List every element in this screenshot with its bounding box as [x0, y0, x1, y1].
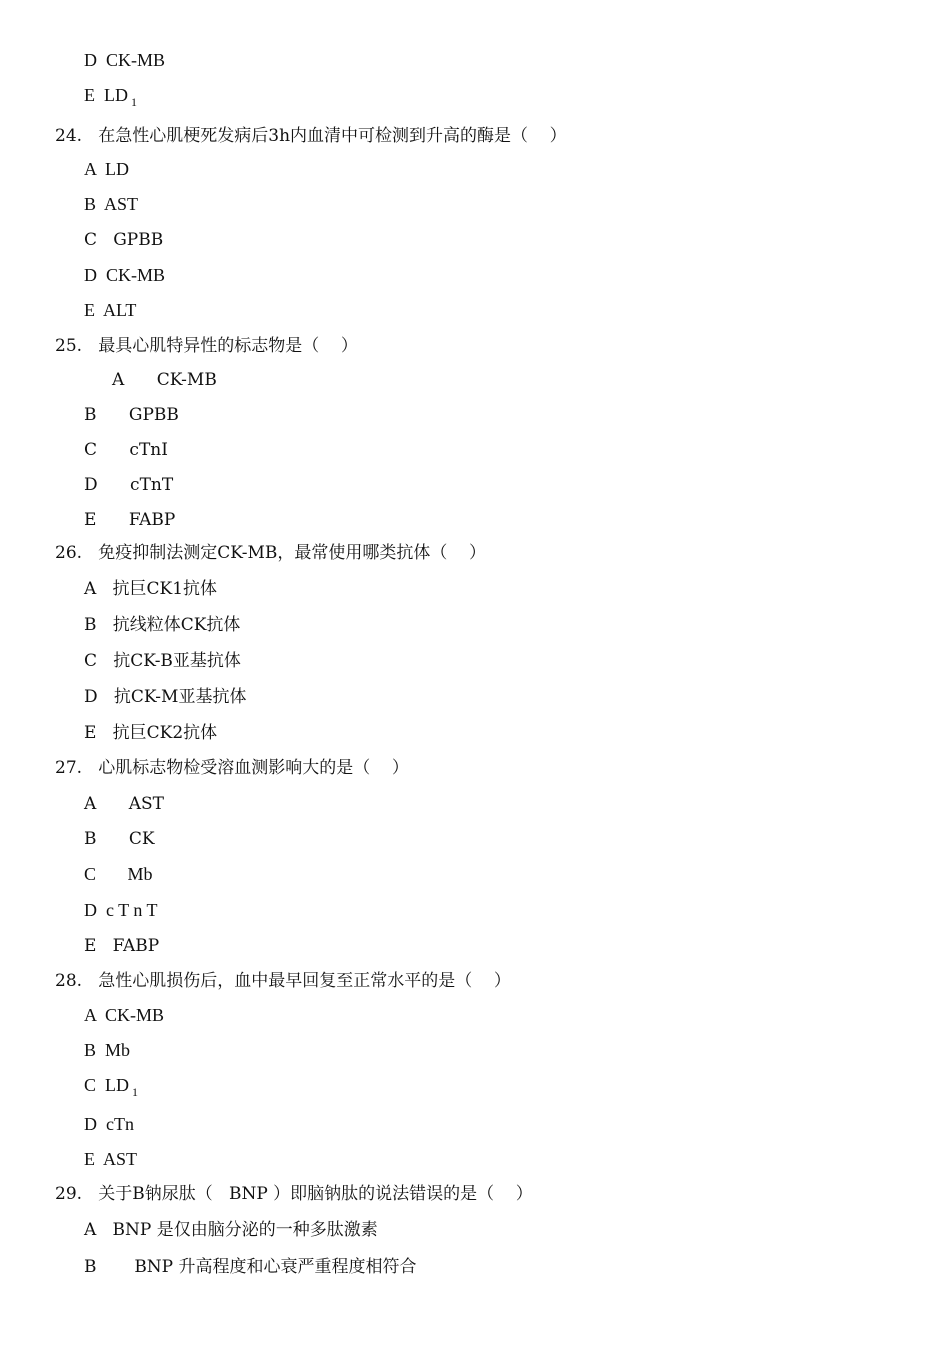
- option-line: E FABP: [84, 510, 176, 530]
- option-line: D CK-MB: [84, 50, 166, 70]
- option-line: D 抗CK-M亚基抗体: [84, 687, 247, 707]
- option-line: A AST: [84, 794, 164, 814]
- question-24: 24. 在急性心肌梗死发病后3h内血清中可检测到升高的酶是（ ）: [55, 126, 567, 146]
- option-line: E 抗巨CK2抗体: [84, 723, 218, 743]
- question-26: 26. 免疫抑制法测定CK-MB，最常使用哪类抗体（ ）: [55, 543, 486, 563]
- question-28: 28. 急性心肌损伤后，血中最早回复至正常水平的是（ ）: [55, 971, 511, 991]
- question-27: 27. 心肌标志物检受溶血测影响大的是（ ）: [55, 758, 409, 778]
- option-line: E FABP: [84, 936, 160, 956]
- option-line: B CK: [84, 829, 155, 849]
- option-line: B GPBB: [84, 405, 179, 425]
- option-line: D c T n T: [84, 900, 158, 920]
- subscript: 1: [131, 95, 137, 109]
- option-line: A BNP 是仅由脑分泌的一种多肽激素: [84, 1220, 378, 1240]
- option-line: E ALT: [84, 300, 137, 320]
- option-line: B BNP 升高程度和心衰严重程度相符合: [84, 1257, 417, 1277]
- question-29: 29. 关于B钠尿肽（ BNP ）即脑钠肽的说法错误的是（ ）: [55, 1184, 533, 1204]
- option-line: A LD: [84, 159, 129, 179]
- option-line: C Mb: [84, 864, 153, 884]
- option-line: B 抗线粒体CK抗体: [84, 615, 241, 635]
- option-line: B Mb: [84, 1040, 131, 1060]
- option-line: D cTnT: [84, 475, 174, 495]
- subscript: 1: [132, 1085, 138, 1099]
- option-line: E AST: [84, 1149, 138, 1169]
- option-line: C 抗CK-B亚基抗体: [84, 651, 241, 671]
- option-line: C cTnI: [84, 440, 168, 460]
- option-line: A CK-MB: [84, 1005, 165, 1025]
- option-line: [84, 85, 137, 107]
- option-line: D cTn: [84, 1114, 134, 1134]
- option-text: C LD: [84, 1075, 129, 1095]
- option-line: A CK-MB: [112, 370, 217, 390]
- option-line: D CK-MB: [84, 265, 166, 285]
- option-line: A 抗巨CK1抗体: [84, 579, 218, 599]
- question-25: 25. 最具心肌特异性的标志物是（ ）: [55, 336, 358, 356]
- option-text: E LD: [84, 85, 128, 105]
- option-line: [84, 1075, 138, 1097]
- option-line: C GPBB: [84, 230, 164, 250]
- option-line: B AST: [84, 194, 139, 214]
